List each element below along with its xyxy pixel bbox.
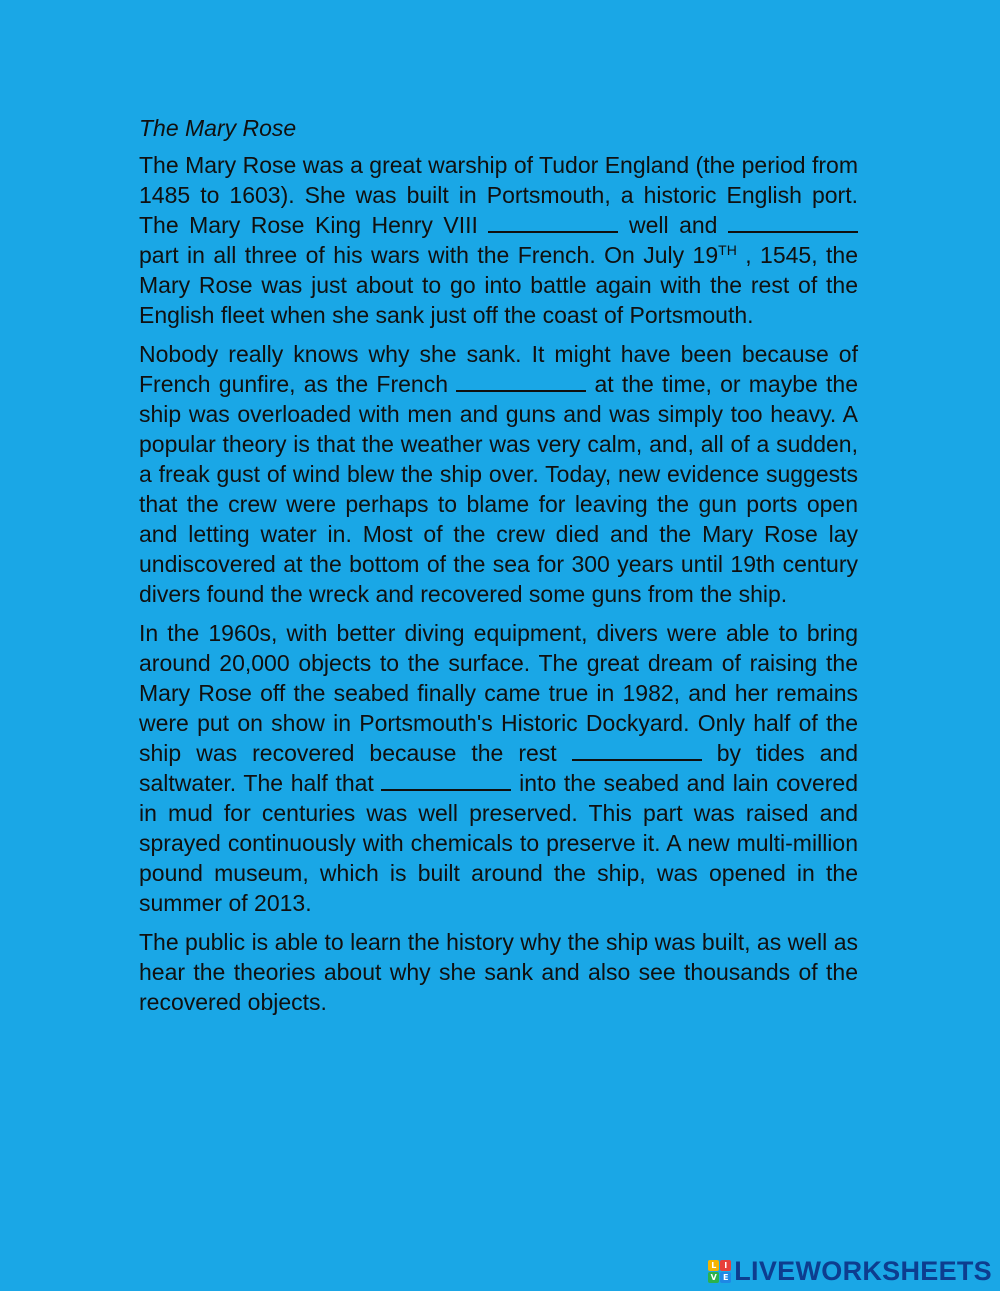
superscript-th: TH — [718, 242, 737, 258]
liveworksheets-logo — [708, 1255, 992, 1287]
paragraph-3 — [139, 618, 858, 918]
paragraph-4 — [139, 927, 858, 1017]
paragraph-1-text-c: part in all three of his wars with the French. On July 19 — [139, 242, 719, 268]
logo-tile-v: V — [708, 1272, 719, 1283]
paragraph-4-text-a: The public is able to learn the history why the ship was built, as well as hear the theories about why she sank and also see thousands of the recovered objects. — [139, 929, 858, 1015]
answer-blank-2[interactable] — [728, 211, 858, 233]
answer-blank-3[interactable] — [456, 370, 586, 392]
worksheet-content — [139, 113, 858, 1026]
paragraph-3-text-b: by tides and saltwater. The half that — [139, 740, 859, 796]
worksheet-title: The Mary Rose — [139, 115, 297, 141]
paragraph-1-text-d: , 1545, the Mary Rose was just about to go into battle again with the rest of the English fleet when she sank just off the coast of Portsmouth. — [139, 242, 859, 328]
logo-tiles-icon — [708, 1260, 731, 1283]
logo-tile-l: L — [708, 1260, 719, 1271]
paragraph-1-text-a: The Mary Rose was a great warship of Tudor England (the period from 1485 to 1603). She was built in Portsmouth, a historic English port. The Mary Rose King Henry VIII — [139, 152, 858, 238]
paragraph-1 — [139, 150, 858, 330]
paragraph-2 — [139, 339, 858, 609]
paragraph-2-text-a: Nobody really knows why she sank. It might have been because of French gunfire, as the French — [139, 341, 858, 397]
answer-blank-5[interactable] — [381, 769, 511, 791]
logo-tile-i: I — [720, 1260, 731, 1271]
logo-tile-e: E — [720, 1272, 731, 1283]
answer-blank-4[interactable] — [572, 739, 702, 761]
answer-blank-1[interactable] — [488, 211, 618, 233]
logo-text: LIVEWORKSHEETS — [734, 1255, 992, 1286]
paragraph-2-text-b: at the time, or maybe the ship was overloaded with men and guns and was simply too heavy. A popular theory is that the weather was very calm, and, all of a sudden, a freak gust of wind blew the ship over. Today, new evidence suggests that the crew were perhaps to blame for leaving the gun ports open and letting water in. Most of the crew died and the Mary Rose lay undiscovered at the bottom of the sea for 300 years until 19th century divers found the wreck and recovered some guns from the ship. — [139, 371, 858, 607]
paragraph-3-text-a: In the 1960s, with better diving equipment, divers were able to bring around 20,000 objects to the surface. The great dream of raising the Mary Rose off the seabed finally came true in 1982, and her remains were put on show in Portsmouth's Historic Dockyard. Only half of the ship was recovered because the rest — [139, 620, 858, 766]
paragraph-1-text-b: well and — [618, 212, 728, 238]
paragraph-3-text-c: into the seabed and lain covered in mud for centuries was well preserved. This part was raised and sprayed continuously with chemicals to preserve it. A new multi-million pound museum, which is built around the ship, was opened in the summer of 2013. — [139, 770, 858, 916]
